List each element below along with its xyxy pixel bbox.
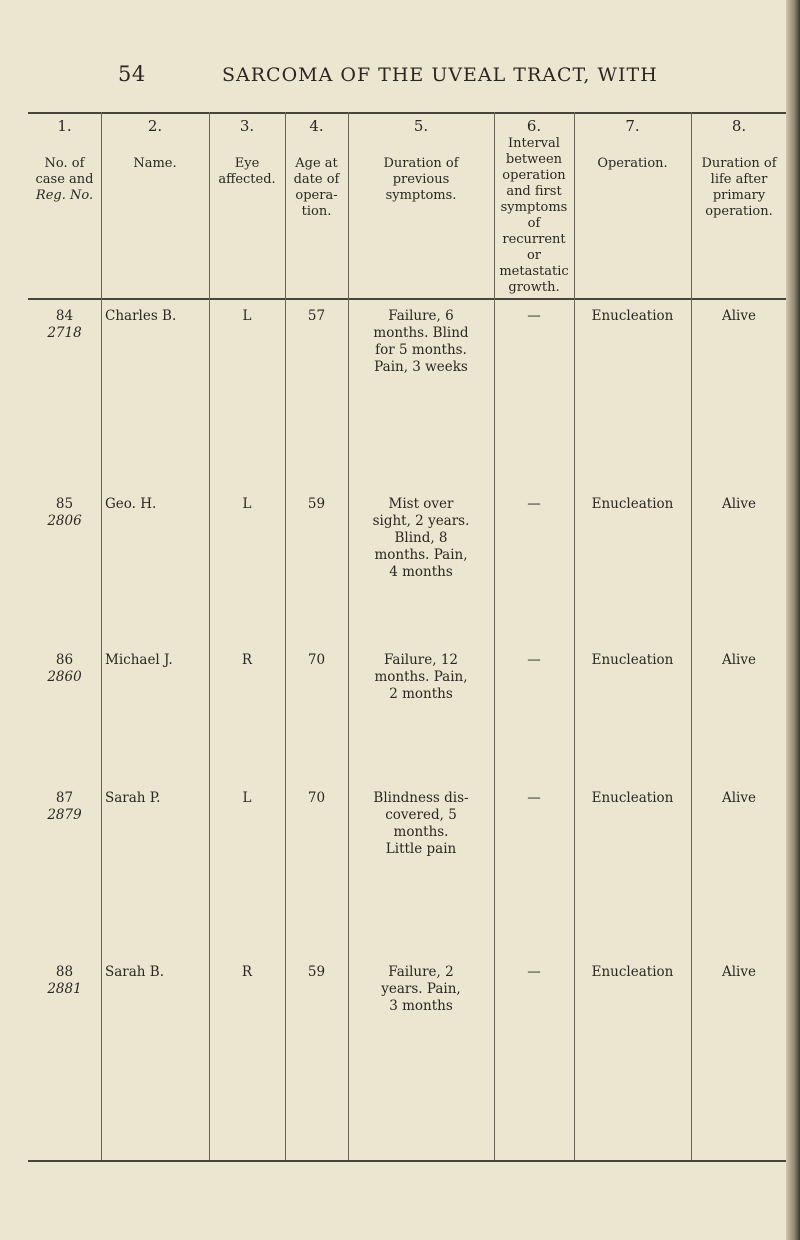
column-title [574, 156, 691, 172]
column-title-line: symptoms of [500, 200, 568, 231]
interval-cell: — [527, 790, 541, 806]
interval-cell: — [527, 496, 541, 512]
case-number: 86 [55, 652, 74, 668]
column-number: 5. [413, 117, 429, 135]
column-title-line: between [505, 152, 563, 167]
column-number: 1. [57, 117, 72, 135]
symptoms-line: years. Pain, [381, 981, 461, 997]
age-cell: 70 [307, 790, 326, 806]
symptoms-line: Failure, 2 [388, 964, 454, 980]
table-bottom-rule [28, 1160, 787, 1162]
case-number-cell [28, 652, 101, 686]
column-title-line: symptoms. [385, 188, 457, 203]
symptoms-line: months. Blind [373, 325, 469, 341]
case-number-cell [28, 496, 101, 530]
symptoms-line: Blindness dis- [373, 790, 469, 806]
interval-cell: — [527, 652, 541, 668]
duration-cell: Alive [721, 652, 756, 668]
column-divider [209, 112, 210, 1160]
register-number: 2860 [47, 669, 82, 685]
duration-cell: Alive [721, 790, 756, 806]
symptoms-line: Failure, 12 [383, 652, 459, 668]
case-number: 87 [55, 790, 74, 806]
column-number: 4. [309, 117, 324, 135]
eye-cell: L [242, 308, 252, 324]
case-number: 88 [55, 964, 74, 980]
case-number-cell [28, 964, 101, 998]
symptoms-line: 4 months [389, 564, 453, 580]
duration-cell: Alive [721, 308, 756, 324]
age-cell: 57 [307, 308, 326, 324]
column-header [101, 118, 209, 172]
name-cell: Sarah P. [105, 790, 161, 806]
column-title-line: Interval [508, 136, 560, 151]
column-title-line: date of [293, 172, 340, 187]
age-cell: 70 [307, 652, 326, 668]
column-title-line: Name. [133, 156, 177, 171]
name-cell: Sarah B. [105, 964, 164, 980]
operation-cell: Enucleation [591, 308, 674, 324]
symptoms-cell [348, 652, 494, 703]
column-title-line: recurrent or [502, 232, 566, 263]
symptoms-cell [348, 790, 494, 858]
operation-cell: Enucleation [591, 652, 674, 668]
eye-cell: L [242, 496, 252, 512]
eye-cell: R [241, 964, 253, 980]
symptoms-line: months. [393, 824, 449, 840]
column-title-line: primary [712, 188, 766, 203]
column-title-line: Duration of [701, 156, 777, 171]
name-cell: Charles B. [105, 308, 177, 324]
column-title-line: Operation. [597, 156, 668, 171]
register-number: 2881 [47, 981, 82, 997]
column-title-line: growth. [508, 280, 560, 295]
interval-cell: — [527, 964, 541, 980]
symptoms-cell [348, 308, 494, 376]
column-title [348, 156, 494, 204]
column-title-line: No. of [44, 156, 85, 171]
column-divider [285, 112, 286, 1160]
symptoms-cell [348, 964, 494, 1015]
case-table [28, 112, 787, 1152]
header-bottom-rule [28, 298, 787, 300]
column-title [285, 156, 348, 220]
column-title-line: case and [35, 172, 94, 187]
age-cell: 59 [307, 964, 326, 980]
register-number: 2806 [47, 513, 82, 529]
symptoms-line: months. Pain, [374, 547, 468, 563]
duration-cell: Alive [721, 496, 756, 512]
page-edge-shadow [786, 0, 800, 1240]
column-number: 8. [731, 117, 747, 135]
column-title-line: operation. [705, 204, 773, 219]
symptoms-line: Pain, 3 weeks [374, 359, 468, 375]
column-title-line: metastatic [499, 264, 569, 279]
name-cell: Geo. H. [105, 496, 157, 512]
interval-cell: — [527, 308, 541, 324]
column-header [209, 118, 285, 188]
symptoms-line: 2 months [389, 686, 453, 702]
column-number: 7. [625, 117, 640, 135]
column-number: 2. [147, 117, 163, 135]
column-title [209, 156, 285, 188]
column-title-line: life after [710, 172, 768, 187]
column-title-line: operation [502, 168, 566, 183]
column-title-line: Reg. No. [35, 188, 94, 203]
case-number-cell [28, 308, 101, 342]
eye-cell: R [241, 652, 253, 668]
operation-cell: Enucleation [591, 790, 674, 806]
page-header [0, 62, 800, 92]
column-title [494, 136, 574, 296]
symptoms-line: covered, 5 [385, 807, 457, 823]
column-title-line: Eye [234, 156, 260, 171]
operation-cell: Enucleation [591, 964, 674, 980]
column-number: 3. [239, 117, 255, 135]
symptoms-line: 3 months [389, 998, 453, 1014]
column-title-line: affected. [218, 172, 276, 187]
column-header [494, 118, 574, 296]
symptoms-line: months. Pain, [374, 669, 468, 685]
column-title-line: Duration of [383, 156, 459, 171]
column-divider [691, 112, 692, 1160]
running-title: SARCOMA OF THE UVEAL TRACT, WITH [222, 64, 658, 86]
column-title-line: opera- [295, 188, 338, 203]
symptoms-line: Mist over [388, 496, 454, 512]
duration-cell: Alive [721, 964, 756, 980]
column-divider [574, 112, 575, 1160]
column-header [348, 118, 494, 204]
column-number: 6. [526, 117, 542, 135]
symptoms-line: Little pain [385, 841, 457, 857]
column-title [28, 156, 101, 204]
case-number: 85 [55, 496, 74, 512]
symptoms-line: for 5 months. [375, 342, 467, 358]
case-number-cell [28, 790, 101, 824]
register-number: 2718 [47, 325, 82, 341]
column-header [285, 118, 348, 220]
column-header [691, 118, 787, 220]
operation-cell: Enucleation [591, 496, 674, 512]
age-cell: 59 [307, 496, 326, 512]
column-divider [101, 112, 102, 1160]
column-title-line: tion. [301, 204, 332, 219]
page-number: 54 [118, 62, 146, 86]
eye-cell: L [242, 790, 252, 806]
column-header [28, 118, 101, 204]
symptoms-line: Blind, 8 [394, 530, 448, 546]
symptoms-cell [348, 496, 494, 581]
symptoms-line: sight, 2 years. [372, 513, 470, 529]
table-top-rule [28, 112, 787, 114]
case-number: 84 [55, 308, 74, 324]
column-title-line: Age at [295, 156, 338, 171]
column-title-line: previous [392, 172, 450, 187]
column-title [691, 156, 787, 220]
register-number: 2879 [47, 807, 82, 823]
column-header [574, 118, 691, 172]
name-cell: Michael J. [105, 652, 173, 668]
symptoms-line: Failure, 6 [388, 308, 454, 324]
column-title-line: and first [506, 184, 562, 199]
column-title [101, 156, 209, 172]
